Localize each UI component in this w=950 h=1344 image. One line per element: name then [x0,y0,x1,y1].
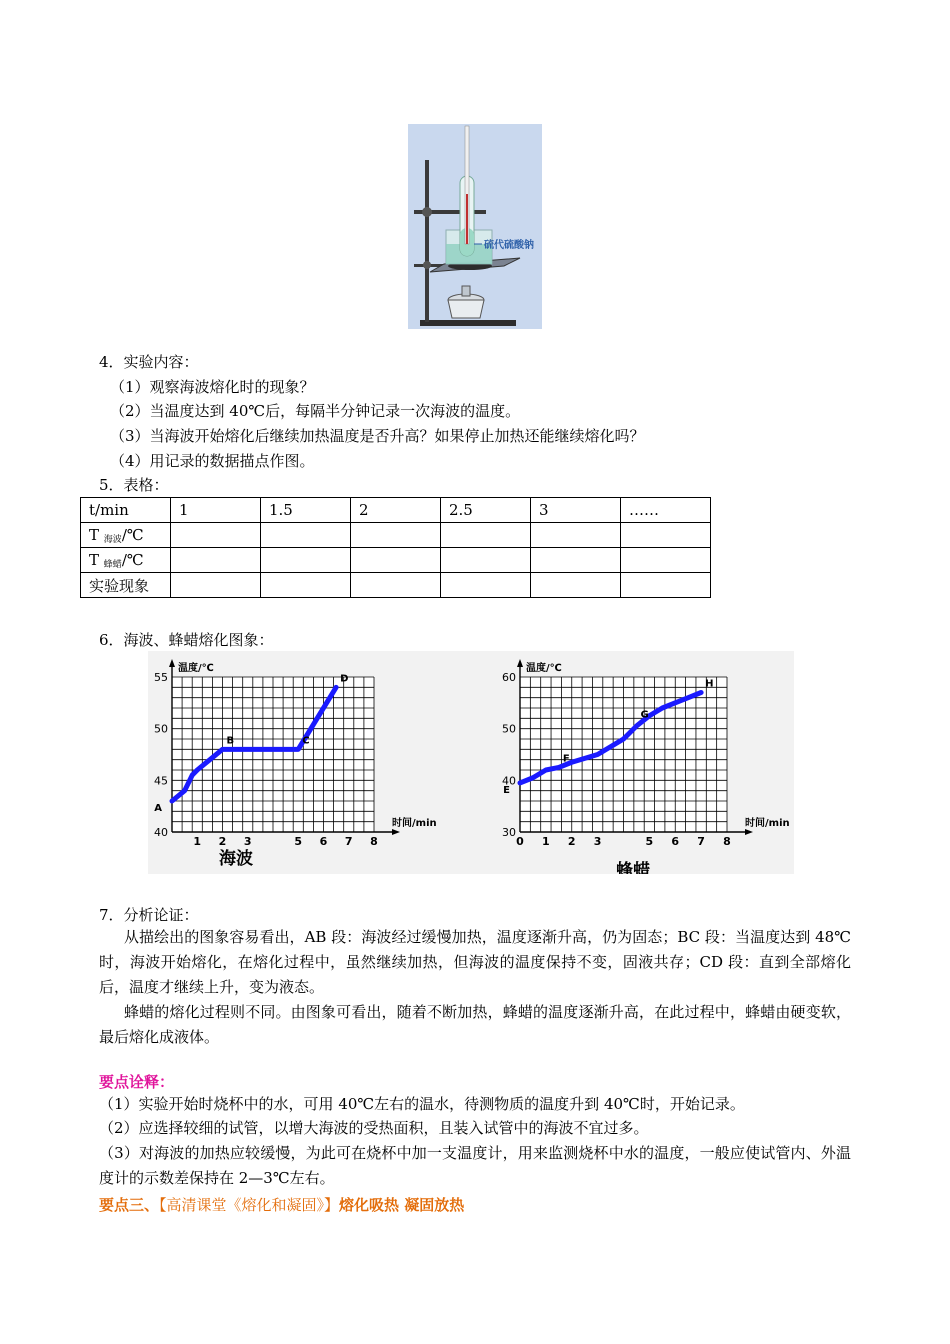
table-cell [441,548,531,573]
y-axis-title: 温度/℃ [526,663,562,674]
point-label: F [562,753,570,765]
note-item-1: （1）实验开始时烧杯中的水，可用 40℃左右的温水，待测物质的温度升到 40℃时，开始记录。 [99,1095,745,1113]
table-row [81,523,711,548]
next-section-heading [99,1195,464,1215]
table-cell [351,548,441,573]
next-section-prefix: 要点三、 [99,1196,160,1214]
x-tick-label: 8 [370,835,378,848]
y-tick-label: 60 [502,671,516,684]
table-header-cell: 2.5 [441,498,531,523]
table-row [81,548,711,573]
x-axis-title: 时间/min [392,818,437,829]
y-axis-arrow [517,659,523,667]
x-axis-arrow [745,829,753,835]
notes-title: 要点诠释： [99,1073,175,1091]
table-cell [351,523,441,548]
y-tick-label: 45 [154,774,168,788]
table-header-row [81,498,711,523]
table-cell [621,548,711,573]
y-tick-label: 55 [154,671,168,684]
note-item-3: （3）对海波的加热应较缓慢，为此可在烧杯中加一支温度计，用来监测烧杯中水的温度，一般应使试管内、外温度计的示数差保持在 2—3℃左右。 [99,1144,851,1187]
table-header-cell: t/min [81,498,171,523]
x-tick-label: 1 [542,835,550,848]
y-tick-label: 50 [154,722,168,736]
chart-haibo [148,651,540,874]
x-tick-label: 2 [567,835,576,848]
table-cell [621,573,711,598]
section4-title: 4．实验内容： [99,353,199,371]
section6-title: 6．海波、蜂蜡熔化图象： [99,631,274,649]
x-tick-label: 2 [218,835,227,848]
section4-item-3: （3）当海波开始熔化后继续加热温度是否升高？如果停止加热还能继续熔化吗？ [110,427,645,445]
table-cell [261,573,351,598]
y-tick-label: 30 [502,826,516,839]
y-tick-label: 40 [154,826,168,839]
table-header-cell: 1 [171,498,261,523]
section4-item-4: （4）用记录的数据描点作图。 [110,452,315,470]
table-header-cell: 3 [531,498,621,523]
row-label-sub: 海波 [103,534,122,545]
table-cell [441,573,531,598]
x-tick-label: 3 [243,835,252,848]
table-cell [441,523,531,548]
point-label: E [503,784,510,796]
table-header-cell: 1.5 [261,498,351,523]
apparatus-label: 硫代硫酸钠 [484,240,534,251]
table-cell [171,548,261,573]
section5-title: 5．表格： [99,476,169,494]
apparatus-illustration [408,124,542,329]
chart-title: 海波 [219,849,253,869]
x-tick-label: 8 [723,835,731,848]
point-label: D [340,673,349,685]
table-cell [261,523,351,548]
point-label: A [154,803,162,814]
section7-title: 7．分析论证： [99,906,199,924]
table-cell [531,548,621,573]
x-tick-label: 5 [294,835,303,848]
x-tick-label: 1 [193,835,202,848]
table-cell [531,573,621,598]
table-header-cell: …… [621,498,711,523]
chart-title: 蜂蜡 [616,861,650,874]
row-label-main: T [89,525,100,544]
note-item-2: （2）应选择较细的试管，以增大海波的受热面积，且装入试管中的海波不宜过多。 [99,1119,649,1137]
table-cell [261,548,351,573]
x-tick-label: 6 [319,835,328,848]
chart-fengla [498,651,794,874]
table-cell [621,523,711,548]
table-cell [171,573,261,598]
table-row-label [81,548,171,573]
row-label-sub: 蜂蜡 [103,559,122,570]
point-label: H [705,678,714,690]
x-tick-label: 3 [593,835,602,848]
x-tick-label: 7 [344,835,353,848]
point-label: B [226,735,235,747]
row-label-main: 实验现象 [89,576,150,595]
next-section-subtitle: 熔化吸热 凝固放热 [339,1196,465,1214]
point-label: C [302,735,310,747]
table-cell [531,523,621,548]
table-row [81,573,711,598]
y-tick-label: 40 [502,774,516,788]
row-label-unit: /℃ [121,550,144,569]
point-label: G [640,709,649,721]
next-section-bracket-title: 【高清课堂《熔化和凝固》】 [159,1196,340,1214]
x-tick-label: 6 [671,835,680,848]
analysis-paragraph-2: 蜂蜡的熔化过程则不同。由图象可看出，随着不断加热，蜂蜡的温度逐渐升高，在此过程中，蜂蜡由硬变软，最后熔化成液体。 [99,1003,851,1046]
chart-fengla-panel [498,651,794,874]
row-label-main: T [89,550,100,569]
y-tick-label: 50 [502,722,516,736]
x-axis-title: 时间/min [745,818,790,829]
table-row-label [81,523,171,548]
x-tick-label: 5 [645,835,654,848]
x-tick-label: 7 [697,835,705,848]
table-cell [171,523,261,548]
data-table [80,497,711,598]
y-axis-arrow [169,659,175,667]
table-cell [351,573,441,598]
table-row-label [81,573,171,598]
section4-item-1: （1）观察海波熔化时的现象？ [110,378,315,396]
x-tick-label: 0 [516,835,524,848]
x-axis-arrow [392,829,400,835]
row-label-unit: /℃ [121,525,144,544]
chart-haibo-panel [148,651,540,874]
y-axis-title: 温度/℃ [178,663,214,674]
analysis-paragraph-1: 从描绘出的图象容易看出，AB 段：海波经过缓慢加热，温度逐渐升高，仍为固态；BC 段：当温度达到 48℃时，海波开始熔化，在熔化过程中，虽然继续加热，但海波的温度保持不变，固液共存；CD 段：直到全部熔化后，温度才继续上升，变为液态。 [99,928,851,996]
table-header-cell: 2 [351,498,441,523]
section4-item-2: （2）当温度达到 40℃后，每隔半分钟记录一次海波的温度。 [110,402,521,420]
